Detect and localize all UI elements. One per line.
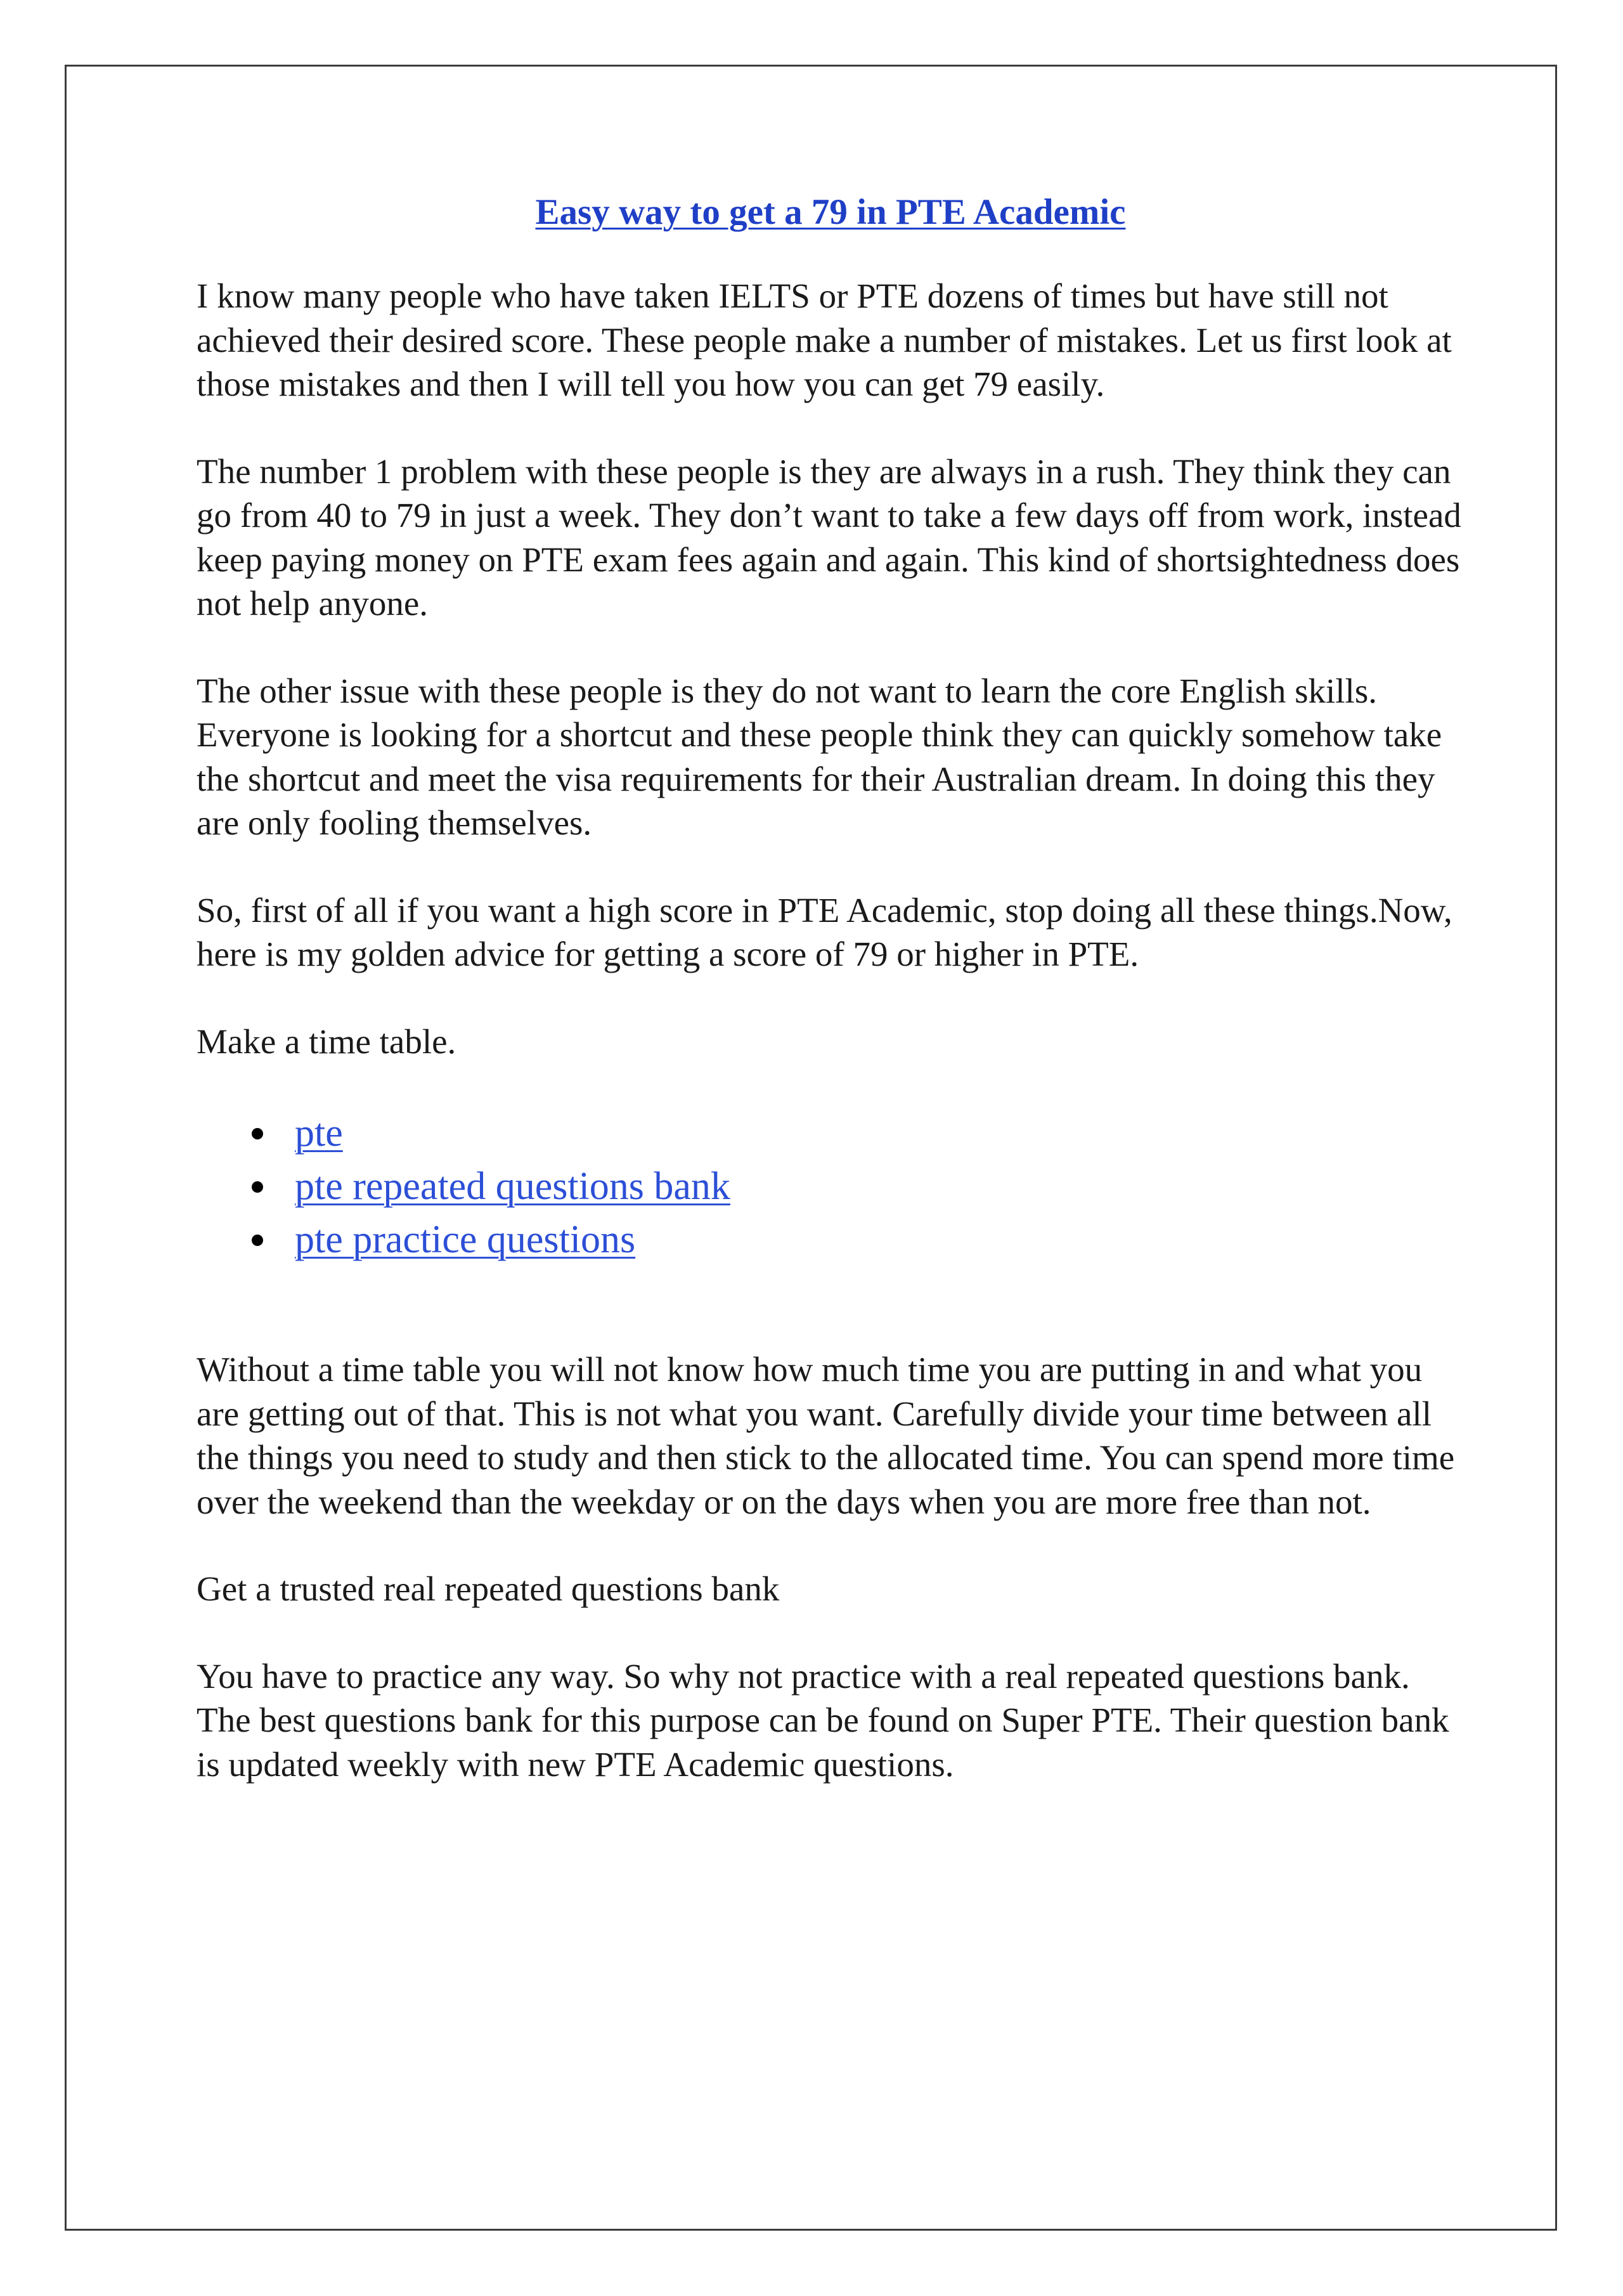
- bullet-icon: [252, 1181, 263, 1193]
- link-list: [197, 1106, 1465, 1266]
- paragraph-time-table-explanation: Without a time table you will not know how much time you are putting in and what you are getting out of that. This is not what you want. Carefully divide your time between all the things you need to study and then stick to the allocated time. You can spend more time over the weekend than the weekday or on the days when you are more free than not.: [197, 1350, 1455, 1521]
- paragraph-golden-advice: So, first of all if you want a high score in PTE Academic, stop doing all these things.Now, here is my golden advice for getting a score of 79 or higher in PTE.: [197, 890, 1452, 973]
- bullet-icon: [252, 1128, 263, 1139]
- paragraph-shortcut-issue: The other issue with these people is they do not want to learn the core English skills. Everyone is looking for a shortcut and these people think they can quickly somehow take the shortcut and meet the visa requirements for their Australian dream. In doing this they are only fooling themselves.: [197, 671, 1442, 842]
- bullet-icon: [252, 1235, 263, 1246]
- paragraph-super-pte: You have to practice any way. So why not practice with a real repeated questions bank. The best questions bank for this purpose can be found on Super PTE. Their question bank is updated weekly with new PTE Academic questions.: [197, 1656, 1449, 1784]
- list-item: [197, 1160, 1465, 1213]
- paragraph-intro: I know many people who have taken IELTS or PTE dozens of times but have still not achieved their desired score. These people make a number of mistakes. Let us first look at those mistakes and then I will tell you how you can get 79 easily.: [197, 276, 1452, 403]
- paragraph-rush-problem: The number 1 problem with these people is they are always in a rush. They think they can go from 40 to 79 in just a week. They don’t want to take a few days off from work, instead keep paying money on PTE exam fees again and again. This kind of shortsightedness does not help anyone.: [197, 451, 1461, 623]
- list-item: [197, 1213, 1465, 1266]
- list-item: [197, 1106, 1465, 1160]
- link-pte[interactable]: pte: [295, 1112, 343, 1155]
- document-body: [197, 190, 1465, 1829]
- title-link[interactable]: Easy way to get a 79 in PTE Academic: [535, 192, 1126, 232]
- paragraph-questions-bank-heading: Get a trusted real repeated questions bank: [197, 1569, 780, 1608]
- paragraph-make-time-table: Make a time table.: [197, 1022, 456, 1061]
- link-pte-repeated-questions-bank[interactable]: pte repeated questions bank: [295, 1165, 730, 1208]
- link-pte-practice-questions[interactable]: pte practice questions: [295, 1218, 636, 1261]
- document-title: [197, 190, 1465, 235]
